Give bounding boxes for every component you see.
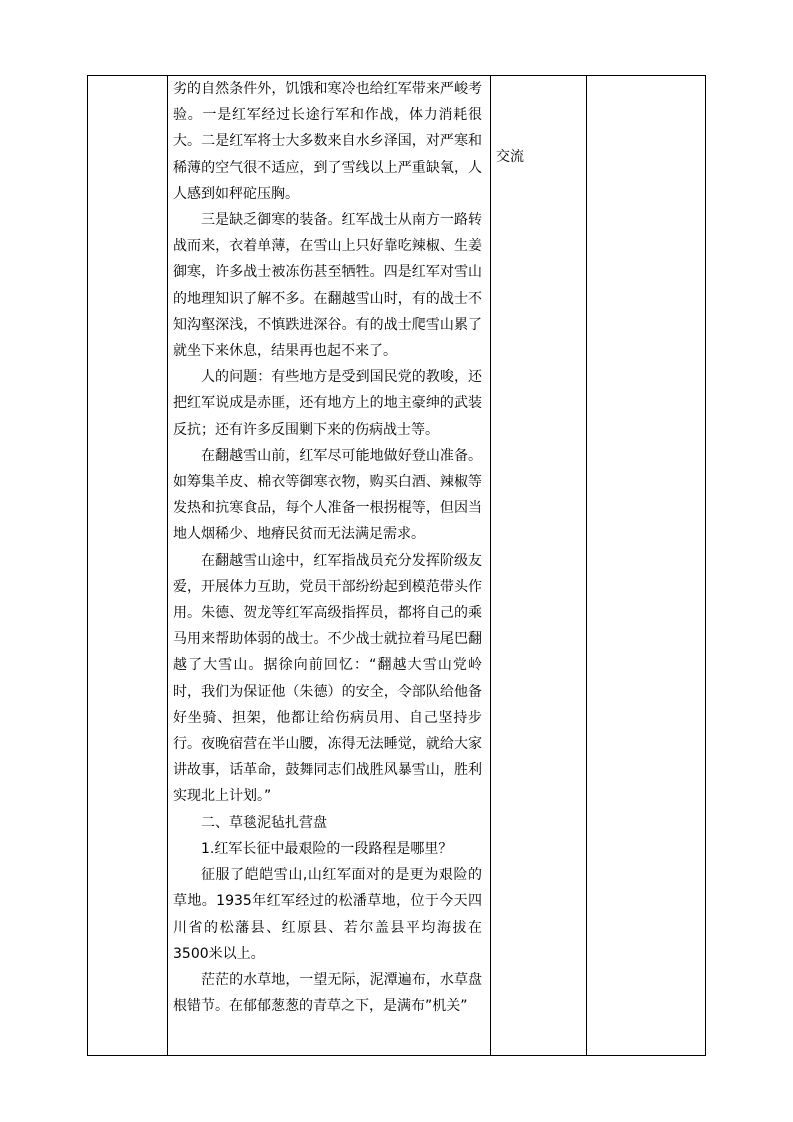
paragraph: 征服了皑皑雪山,山红军面对的是更为艰险的草地。1935年红军经过的松潘草地，位于今天四川省的松藩县、红原县、若尔盖县平均海拔在3500米以上。 [173,867,482,962]
right-empty-cell [587,76,706,1056]
paragraph: 劣的自然条件外，饥饿和寒冷也给红军带来严峻考验。一是红军经过长途行军和作战，体力消耗很大。二是红军将士大多数来自水乡泽国，对严寒和稀薄的空气很不适应，到了雪线以上严重缺氧，人人感到如秤砣压胸。 [173,81,482,202]
paragraph: 茫茫的水草地，一望无际，泥潭遍布，水草盘根错节。在郁郁葱葱的青草之下，是满布”机关” [173,971,482,1015]
paragraph: 三是缺乏御寒的装备。红军战士从南方一路转战而来，衣着单薄，在雪山上只好靠吃辣椒、生姜御寒，许多战士被冻伤甚至牺牲。四是红军对雪山的地理知识了解不多。在翻越雪山时，有的战士不知沟壑深浅，不慎跌进深谷。有的战士爬雪山累了就坐下来休息，结果再也起不来了。 [173,212,482,360]
content-cell [168,76,491,1056]
paragraph: 在翻越雪山途中，红军指战员充分发挥阶级友爱，开展体力互助，党员干部纷纷起到模范带头作用。朱德、贺龙等红军高级指挥员，都将自己的乘马用来帮助体弱的战士。不少战士就拉着马尾巴翻越了大雪山。据徐向前回忆：“翻越大雪山党岭时，我们为保证他（朱德）的安全，令部队给他备好坐骑、担架，他都让给伤病员用、自己坚持步行。夜晚宿营在半山腰，冻得无法睡觉，就给大家讲故事，话革命，鼓舞同志们战胜风暴雪山，胜利实现北上计划。” [173,552,482,805]
paragraph: 人的问题：有些地方是受到国民党的教唆，还把红军说成是赤匪，还有地方上的地主豪绅的武装反抗；还有许多反围剿下来的伤病战士等。 [173,369,482,438]
question: 1.红军长征中最艰险的一段路程是哪里？ [201,840,453,857]
method-label: 交流 [496,149,524,165]
paragraph: 在翻越雪山前，红军尽可能地做好登山准备。如筹集羊皮、棉衣等御寒衣物，购买白酒、辣椒等发热和抗寒食品，每个人准备一根拐棍等，但因当地人烟稀少、地瘠民贫而无法满足需求。 [173,447,482,543]
left-empty-cell [88,76,168,1056]
method-cell [491,76,587,1056]
teaching-content [168,76,490,1019]
lesson-plan-table [87,75,706,1056]
section-heading: 二、草毯泥毡扎营盘 [201,814,327,831]
table-row [88,76,706,1056]
